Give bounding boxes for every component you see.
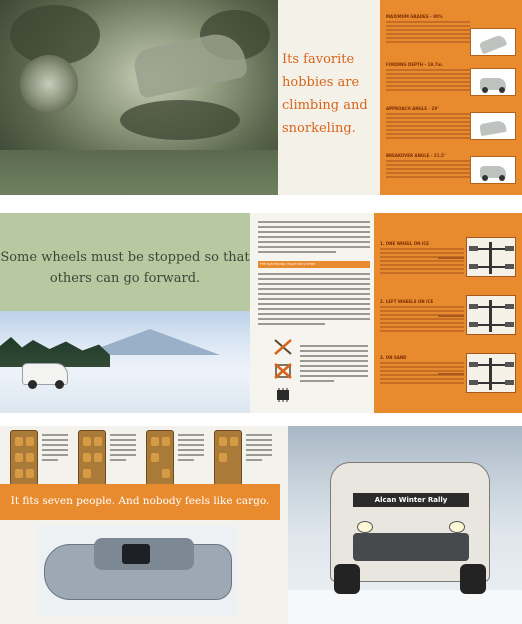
seat-caption-3: [178, 434, 204, 464]
crossed-shovel-icon: [272, 337, 294, 357]
spec-breakover: BREAKOVER ANGLE - 21.5°: [386, 153, 470, 178]
rally-banner: Alcan Winter Rally: [353, 493, 469, 507]
grille: [353, 533, 469, 561]
mud-splash-photo: [0, 0, 278, 195]
offroad-spread: [0, 0, 522, 195]
wheel-image: [20, 55, 78, 113]
headline-wheels: Some wheels must be stopped so that others can go forward.: [0, 250, 250, 286]
crossed-chain-icon: [272, 361, 294, 381]
seat-caption-2: [110, 434, 136, 464]
seat-caption-1: [42, 434, 68, 464]
step-three: 3. ON SAND: [380, 355, 464, 384]
seat-layout-1: [10, 430, 38, 486]
rally-truck-photo: [288, 426, 522, 624]
seat-layout-4: [214, 430, 242, 486]
seat-caption-4: [246, 434, 272, 464]
section-subhead: THE ELECTRONIC TRACTION SYSTEM: [258, 261, 370, 268]
seat-layout-2: [78, 430, 106, 486]
traction-spread: [0, 213, 522, 413]
water-surface: [0, 150, 278, 195]
step-one: 1. ONE WHEEL ON ICE: [380, 241, 464, 274]
sunroof: [122, 544, 150, 564]
suv-silhouette: [22, 363, 68, 385]
fording-thumbnail: [470, 68, 516, 96]
snow-ground: [288, 590, 522, 624]
step-two: 2. LEFT WHEELS ON ICE: [380, 299, 464, 332]
axle-diagram-2: [466, 295, 516, 335]
breakover-thumbnail: [470, 156, 516, 184]
seating-spread: [0, 426, 522, 624]
body-copy-2: [258, 273, 370, 328]
snow-mountain-photo: [0, 311, 250, 413]
vehicle-silhouette: [131, 29, 249, 99]
axle-diagram-3: [466, 353, 516, 393]
axle-diagram-1: [466, 237, 516, 277]
headline-hobbies: Its favorite hobbies are climbing and snorkeling.: [282, 52, 368, 136]
step-arrow: [438, 257, 464, 259]
chip-icon: [272, 385, 294, 405]
spec-approach: APPROACH ANGLE - 29°: [386, 106, 470, 139]
body-copy: [258, 221, 370, 256]
spec-fording: FORDING DEPTH - 19.7in.: [386, 62, 470, 91]
step-arrow: [438, 373, 464, 375]
headline-seven-people: It fits seven people. And nobody feels like cargo.: [10, 495, 270, 507]
approach-thumbnail: [470, 112, 516, 140]
step-arrow: [438, 315, 464, 317]
top-view-photo: [38, 526, 238, 616]
seat-layout-3: [146, 430, 174, 486]
icon-caption: [300, 345, 368, 385]
spec-grades: MAXIMUM GRADES - 80%: [386, 14, 470, 43]
grade-thumbnail: [470, 28, 516, 56]
